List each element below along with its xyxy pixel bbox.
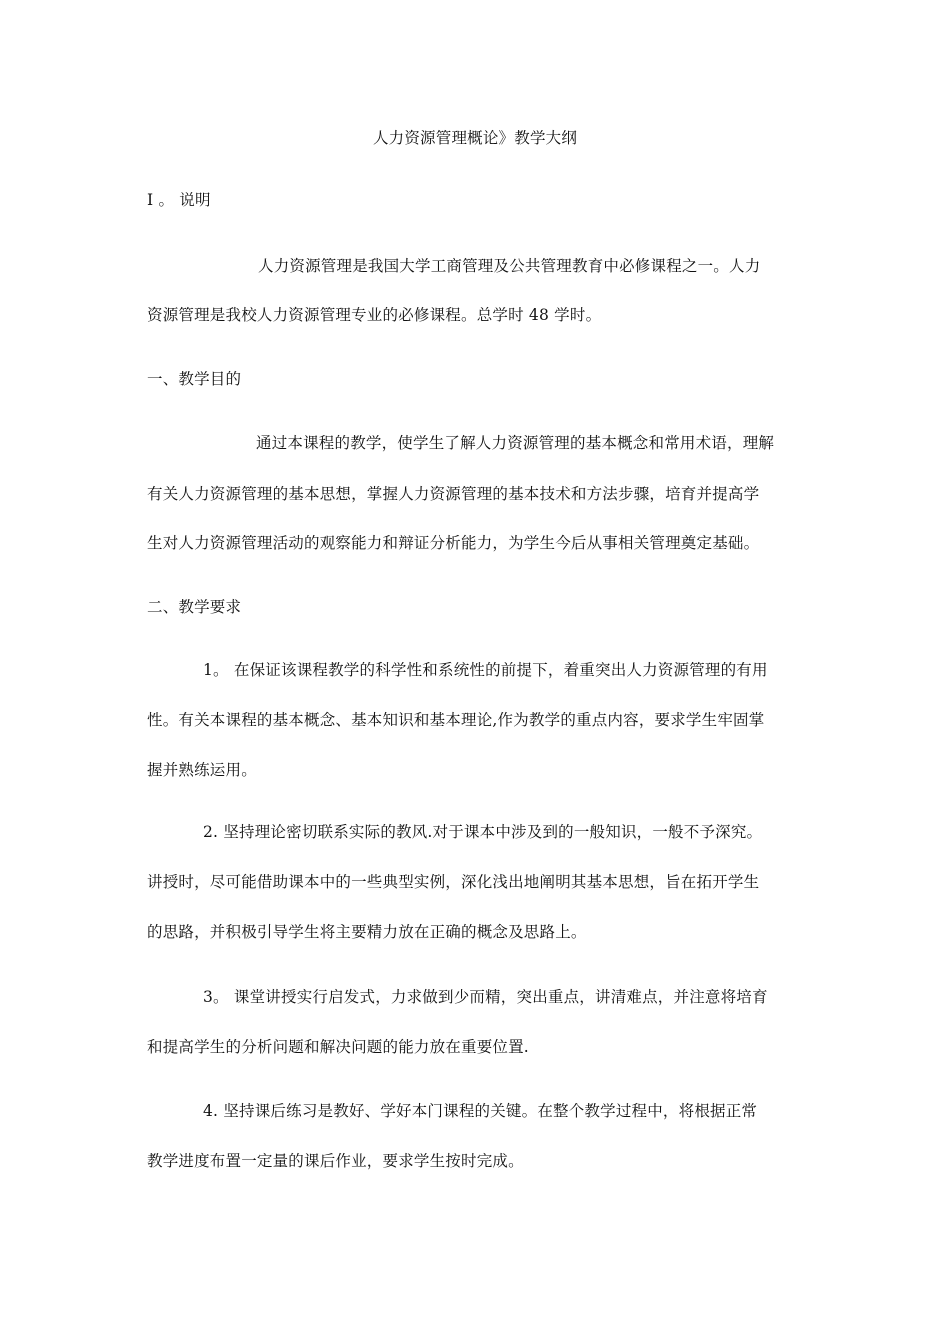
requirement-1-line-2: 性。有关本课程的基本概念、基本知识和基本理论,作为教学的重点内容，要求学生牢固掌 — [147, 711, 765, 729]
intro-paragraph-line-2: 资源管理是我校人力资源管理专业的必修课程。总学时 48 学时。 — [147, 306, 602, 324]
requirement-1-line-1: 1。 在保证该课程教学的科学性和系统性的前提下，着重突出人力资源管理的有用 — [203, 661, 768, 679]
requirement-4-line-2: 教学进度布置一定量的课后作业，要求学生按时完成。 — [147, 1152, 524, 1170]
goal-paragraph-line-2: 有关人力资源管理的基本思想，掌握人力资源管理的基本技术和方法步骤，培育并提高学 — [147, 485, 760, 503]
intro-paragraph-line-1: 人力资源管理是我国大学工商管理及公共管理教育中必修课程之一。人力 — [258, 257, 761, 275]
requirement-3-line-2: 和提高学生的分析问题和解决问题的能力放在重要位置. — [147, 1038, 529, 1056]
requirement-3-line-1: 3。 课堂讲授实行启发式，力求做到少而精，突出重点，讲清难点，并注意将培育 — [203, 988, 768, 1006]
goal-paragraph-line-1: 通过本课程的教学，使学生了解人力资源管理的基本概念和常用术语，理解 — [256, 434, 775, 452]
section-requirements-heading: 二、教学要求 — [147, 598, 242, 616]
goal-paragraph-line-3: 生对人力资源管理活动的观察能力和辩证分析能力，为学生今后从事相关管理奠定基础。 — [147, 534, 760, 552]
requirement-1-line-3: 握并熟练运用。 — [147, 761, 257, 779]
section-goal-heading: 一、教学目的 — [147, 370, 242, 388]
section-intro-heading: Ⅰ 。 说明 — [147, 191, 211, 209]
requirement-4-line-1: 4. 坚持课后练习是教好、学好本门课程的关键。在整个教学过程中，将根据正常 — [203, 1102, 758, 1120]
requirement-2-line-3: 的思路，并积极引导学生将主要精力放在正确的概念及思路上。 — [147, 923, 587, 941]
requirement-2-line-2: 讲授时，尽可能借助课本中的一些典型实例，深化浅出地阐明其基本思想，旨在拓开学生 — [147, 873, 760, 891]
document-title: 人力资源管理概论》教学大纲 — [372, 129, 578, 147]
requirement-2-line-1: 2. 坚持理论密切联系实际的教风.对于课本中涉及到的一般知识，一般不予深究。 — [203, 823, 763, 841]
